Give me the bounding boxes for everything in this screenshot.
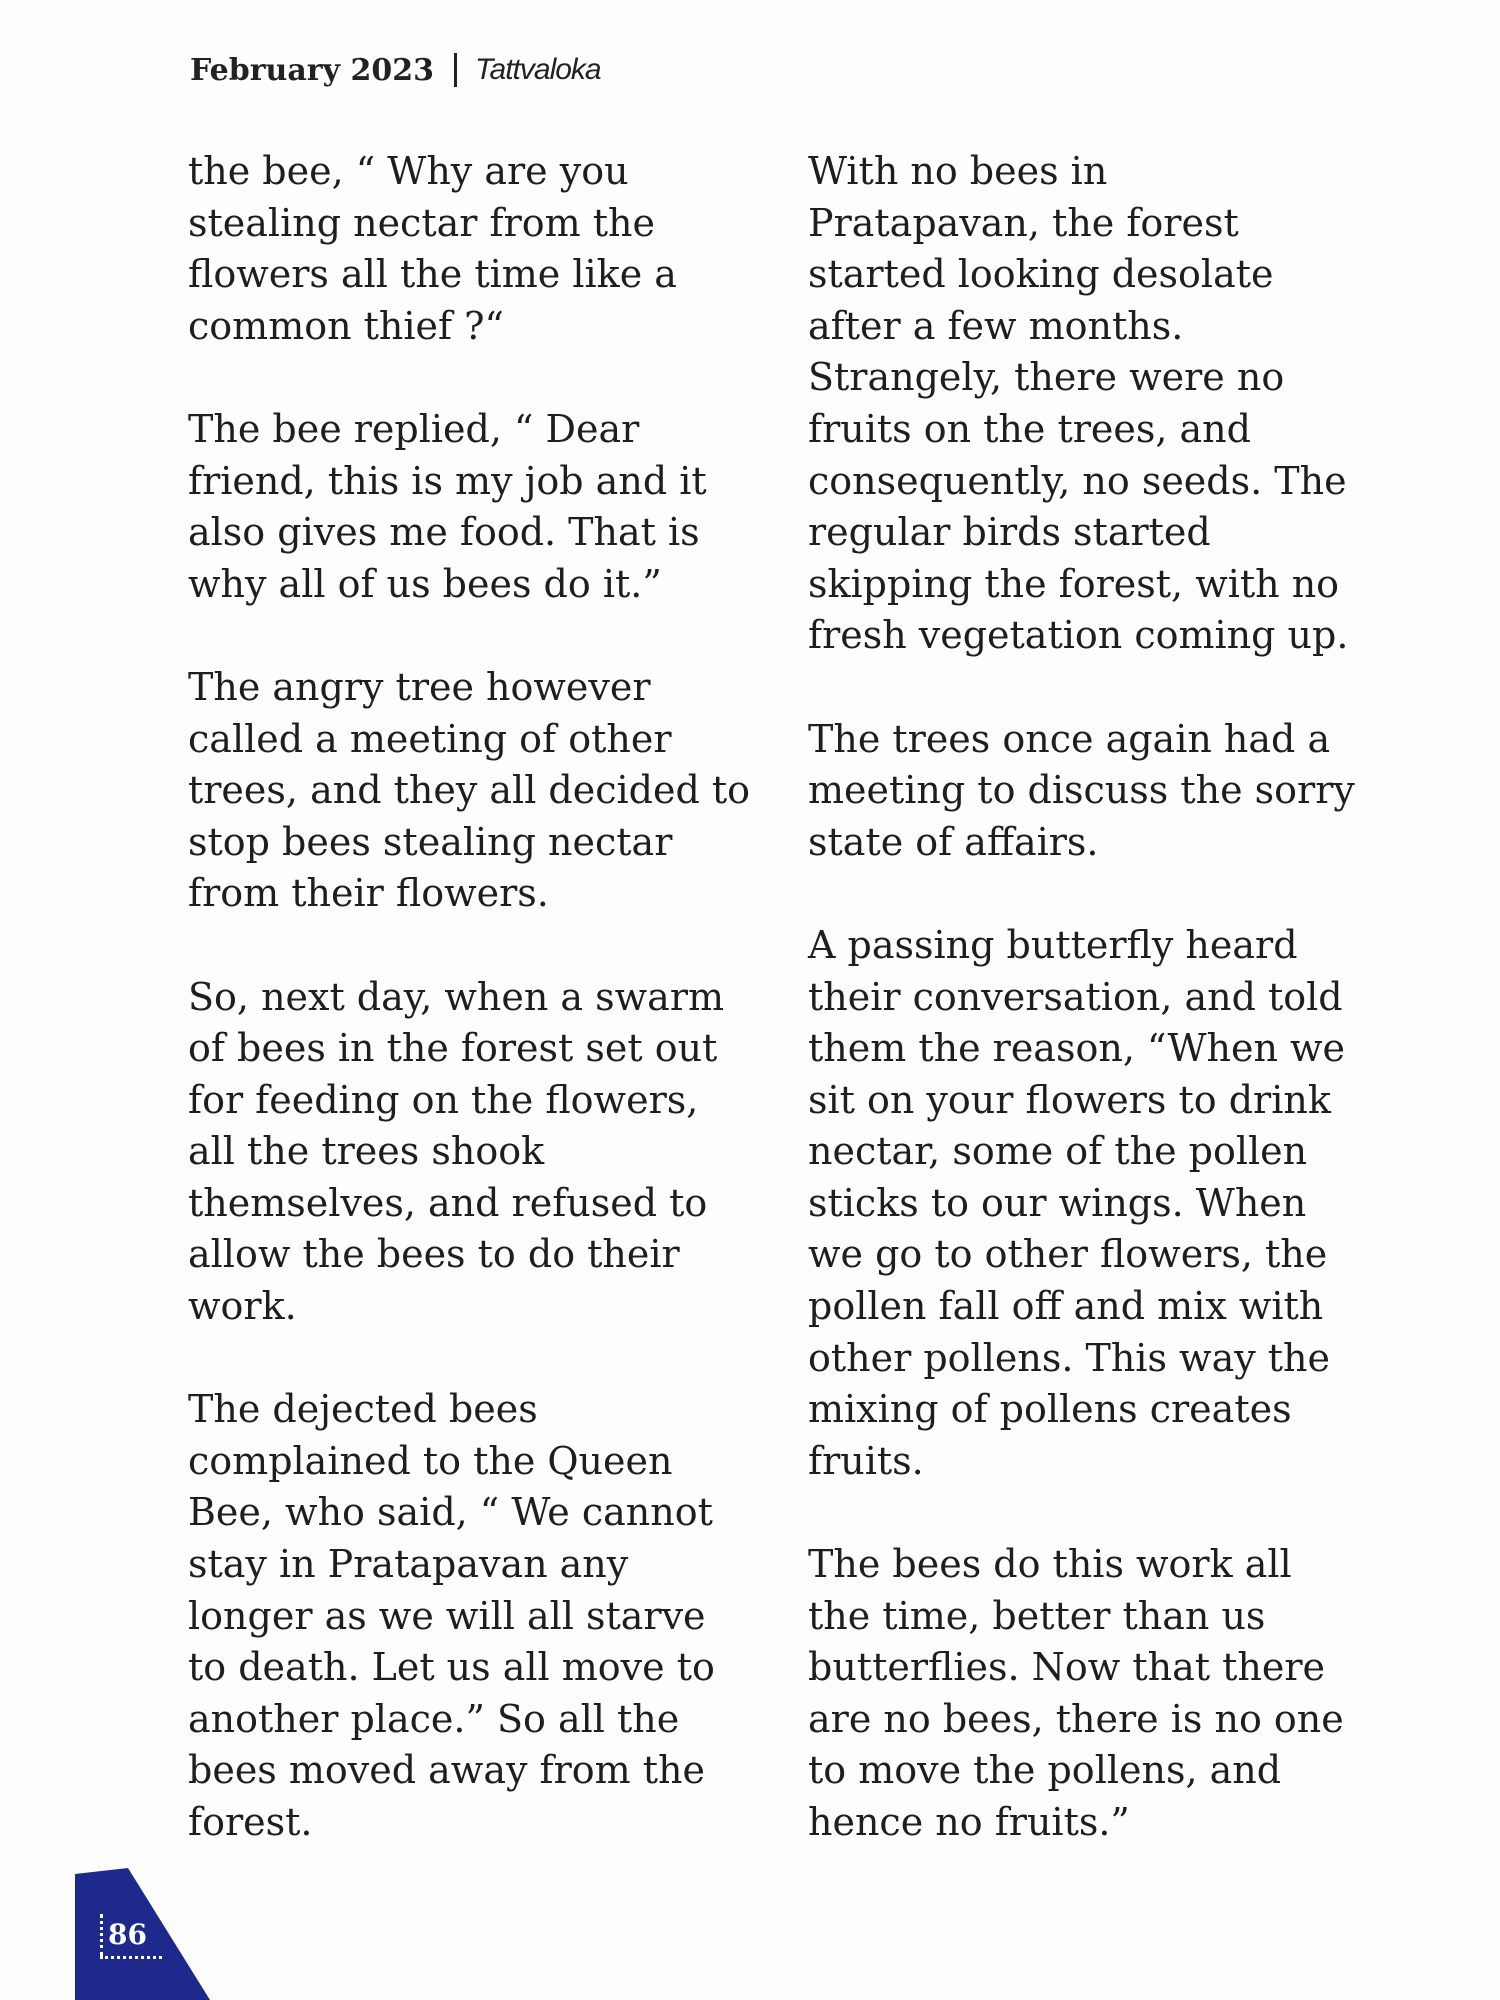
page-number-rule xyxy=(100,1914,103,1956)
paragraph: the bee, “ Why are you stealing nectar from the flowers all the time like a common thief ?“ xyxy=(188,149,677,348)
running-header xyxy=(190,48,601,92)
paragraph: The bee replied, “ Dear friend, this is my job and it also gives me food. That is why all of us bees do it.” xyxy=(188,406,707,606)
paragraph: The trees once again had a meeting to discuss the sorry state of affairs. xyxy=(808,716,1355,864)
page-number-underline xyxy=(100,1956,162,1959)
paragraph: A passing butterfly heard their conversation, and told them the reason, “When we sit on your flowers to drink nectar, some of the pollen sticks to our wings. When we go to other flowers, the pollen fall off and mix with other pollens. This way the mixing of pollens creates fruits. xyxy=(808,922,1346,1483)
paragraph: The angry tree however called a meeting of other trees, and they all decided to stop bees stealing nectar from their flowers. xyxy=(188,664,751,916)
paragraph: So, next day, when a swarm of bees in the forest set out for feeding on the flowers, all the trees shook themselves, and refused to allow the bees to do their work. xyxy=(188,974,725,1329)
paragraph: The bees do this work all the time, better than us butterflies. Now that there are no bees, there is no one to move the pollens, and hence no fruits.” xyxy=(808,1542,1344,1844)
right-column xyxy=(808,146,1408,1849)
header-divider xyxy=(454,53,457,87)
page-number: 86 xyxy=(108,1918,147,1951)
publication-logo: Tattvaloka xyxy=(474,53,601,86)
paragraph: The dejected bees complained to the Queen Bee, who said, “ We cannot stay in Pratapavan any longer as we will all starve to death. Let us all move to another place.” So all the bees moved away from the forest. xyxy=(188,1387,715,1844)
left-column xyxy=(188,146,788,1849)
paragraph: With no bees in Pratapavan, the forest started looking desolate after a few months. Strangely, there were no fruits on the trees, and consequently, no seeds. The regular birds started skipping the forest, with no fresh vegetation coming up. xyxy=(808,149,1349,658)
issue-date: February 2023 xyxy=(190,52,434,88)
